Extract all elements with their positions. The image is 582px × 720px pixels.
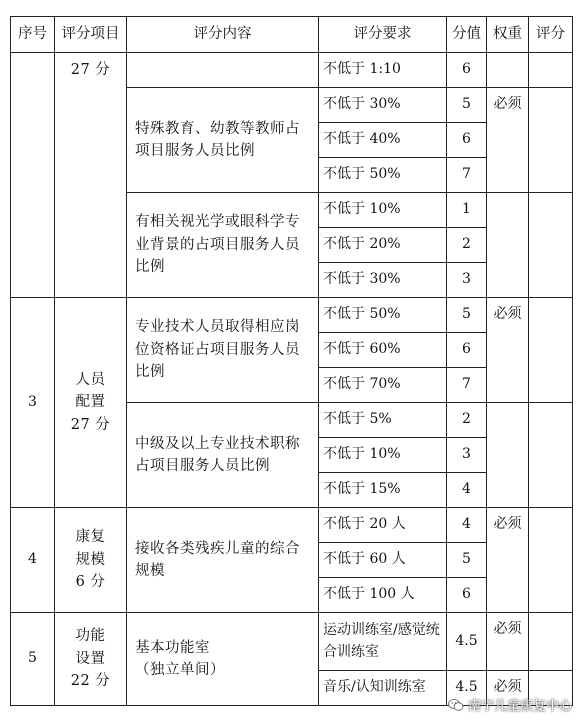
content-cell: 中级及以上专业技术职称占项目服务人员比例	[127, 403, 319, 508]
item-label	[55, 508, 127, 613]
section-no: 5	[11, 613, 55, 706]
weight-cell: 必须	[487, 613, 529, 671]
requirement-cell: 不低于 10%	[319, 193, 447, 228]
requirement-cell: 不低于 60%	[319, 333, 447, 368]
score-cell: 4	[447, 473, 487, 508]
header-row	[11, 17, 573, 53]
table-row	[11, 53, 573, 88]
score-cell: 5	[447, 543, 487, 578]
requirement-cell: 不低于 1:10	[319, 53, 447, 88]
rating-cell	[529, 403, 573, 508]
item-label-score: 22 分	[70, 673, 111, 690]
header-weight: 权重	[487, 17, 529, 53]
weight-cell: 必须	[487, 298, 529, 403]
header-rating: 评分	[529, 17, 573, 53]
rating-cell	[529, 508, 573, 613]
score-cell: 3	[447, 438, 487, 473]
score-cell: 5	[447, 88, 487, 123]
watermark	[448, 695, 572, 714]
requirement-cell: 运动训练室/感觉统合训练室	[319, 613, 447, 671]
item-label-line: 功能	[75, 628, 106, 645]
item-score-top: 27 分	[55, 53, 127, 298]
weight-cell	[487, 403, 529, 508]
weight-cell: 必须	[487, 671, 529, 706]
requirement-cell: 不低于 20 人	[319, 508, 447, 543]
score-cell: 6	[447, 333, 487, 368]
rating-cell	[529, 53, 573, 88]
item-label	[55, 298, 127, 508]
score-cell: 3	[447, 263, 487, 298]
score-cell: 2	[447, 403, 487, 438]
header-requirement: 评分要求	[319, 17, 447, 53]
section-no-blank	[11, 53, 55, 298]
requirement-cell: 不低于 40%	[319, 123, 447, 158]
requirement-cell: 不低于 30%	[319, 263, 447, 298]
score-cell: 7	[447, 368, 487, 403]
score-cell: 7	[447, 158, 487, 193]
weight-cell	[487, 53, 529, 88]
weight-cell: 必须	[487, 508, 529, 613]
table-row	[11, 508, 573, 543]
score-cell: 4	[447, 508, 487, 543]
content-blank	[127, 53, 319, 88]
item-label-line: 配置	[75, 394, 106, 411]
item-label-line: 人员	[75, 371, 106, 388]
header-no: 序号	[11, 17, 55, 53]
item-label-line: 康复	[75, 529, 106, 546]
requirement-cell: 不低于 50%	[319, 158, 447, 193]
requirement-cell: 不低于 20%	[319, 228, 447, 263]
header-content: 评分内容	[127, 17, 319, 53]
score-cell: 1	[447, 193, 487, 228]
item-label	[55, 613, 127, 706]
weight-cell	[487, 193, 529, 298]
table-row	[11, 298, 573, 333]
requirement-cell: 不低于 5%	[319, 403, 447, 438]
score-cell: 4.5	[447, 671, 487, 706]
wechat-icon	[448, 698, 464, 712]
item-label-line: 设置	[75, 650, 106, 667]
header-item: 评分项目	[55, 17, 127, 53]
score-cell: 4.5	[447, 613, 487, 671]
scoring-table	[10, 16, 573, 706]
requirement-cell: 不低于 50%	[319, 298, 447, 333]
requirement-cell: 不低于 70%	[319, 368, 447, 403]
content-line: 基本功能室	[135, 639, 210, 656]
watermark-text: 南宁儿童康复中心	[467, 699, 572, 714]
requirement-cell: 音乐/认知训练室	[319, 671, 447, 706]
content-cell: 特殊教育、幼教等教师占项目服务人员比例	[127, 88, 319, 193]
item-label-score: 6 分	[75, 574, 106, 591]
content-cell	[127, 613, 319, 706]
content-cell: 专业技术人员取得相应岗位资格证占项目服务人员比例	[127, 298, 319, 403]
rating-cell	[529, 298, 573, 403]
score-cell: 2	[447, 228, 487, 263]
item-label-score: 27 分	[70, 416, 111, 433]
requirement-cell: 不低于 100 人	[319, 578, 447, 613]
requirement-cell: 不低于 10%	[319, 438, 447, 473]
content-line: （独立单间）	[135, 662, 225, 678]
requirement-cell: 不低于 15%	[319, 473, 447, 508]
weight-cell: 必须	[487, 88, 529, 193]
header-score: 分值	[447, 17, 487, 53]
rating-cell	[529, 88, 573, 193]
section-no: 3	[11, 298, 55, 508]
score-cell: 5	[447, 298, 487, 333]
content-cell: 接收各类残疾儿童的综合规模	[127, 508, 319, 613]
rating-cell	[529, 613, 573, 671]
rating-cell	[529, 193, 573, 298]
score-cell: 6	[447, 123, 487, 158]
table-row	[11, 613, 573, 671]
content-cell: 有相关视光学或眼科学专业背景的占项目服务人员比例	[127, 193, 319, 298]
requirement-cell: 不低于 30%	[319, 88, 447, 123]
section-no: 4	[11, 508, 55, 613]
item-label-line: 规模	[75, 551, 106, 568]
score-cell: 6	[447, 578, 487, 613]
requirement-cell: 不低于 60 人	[319, 543, 447, 578]
score-cell: 6	[447, 53, 487, 88]
